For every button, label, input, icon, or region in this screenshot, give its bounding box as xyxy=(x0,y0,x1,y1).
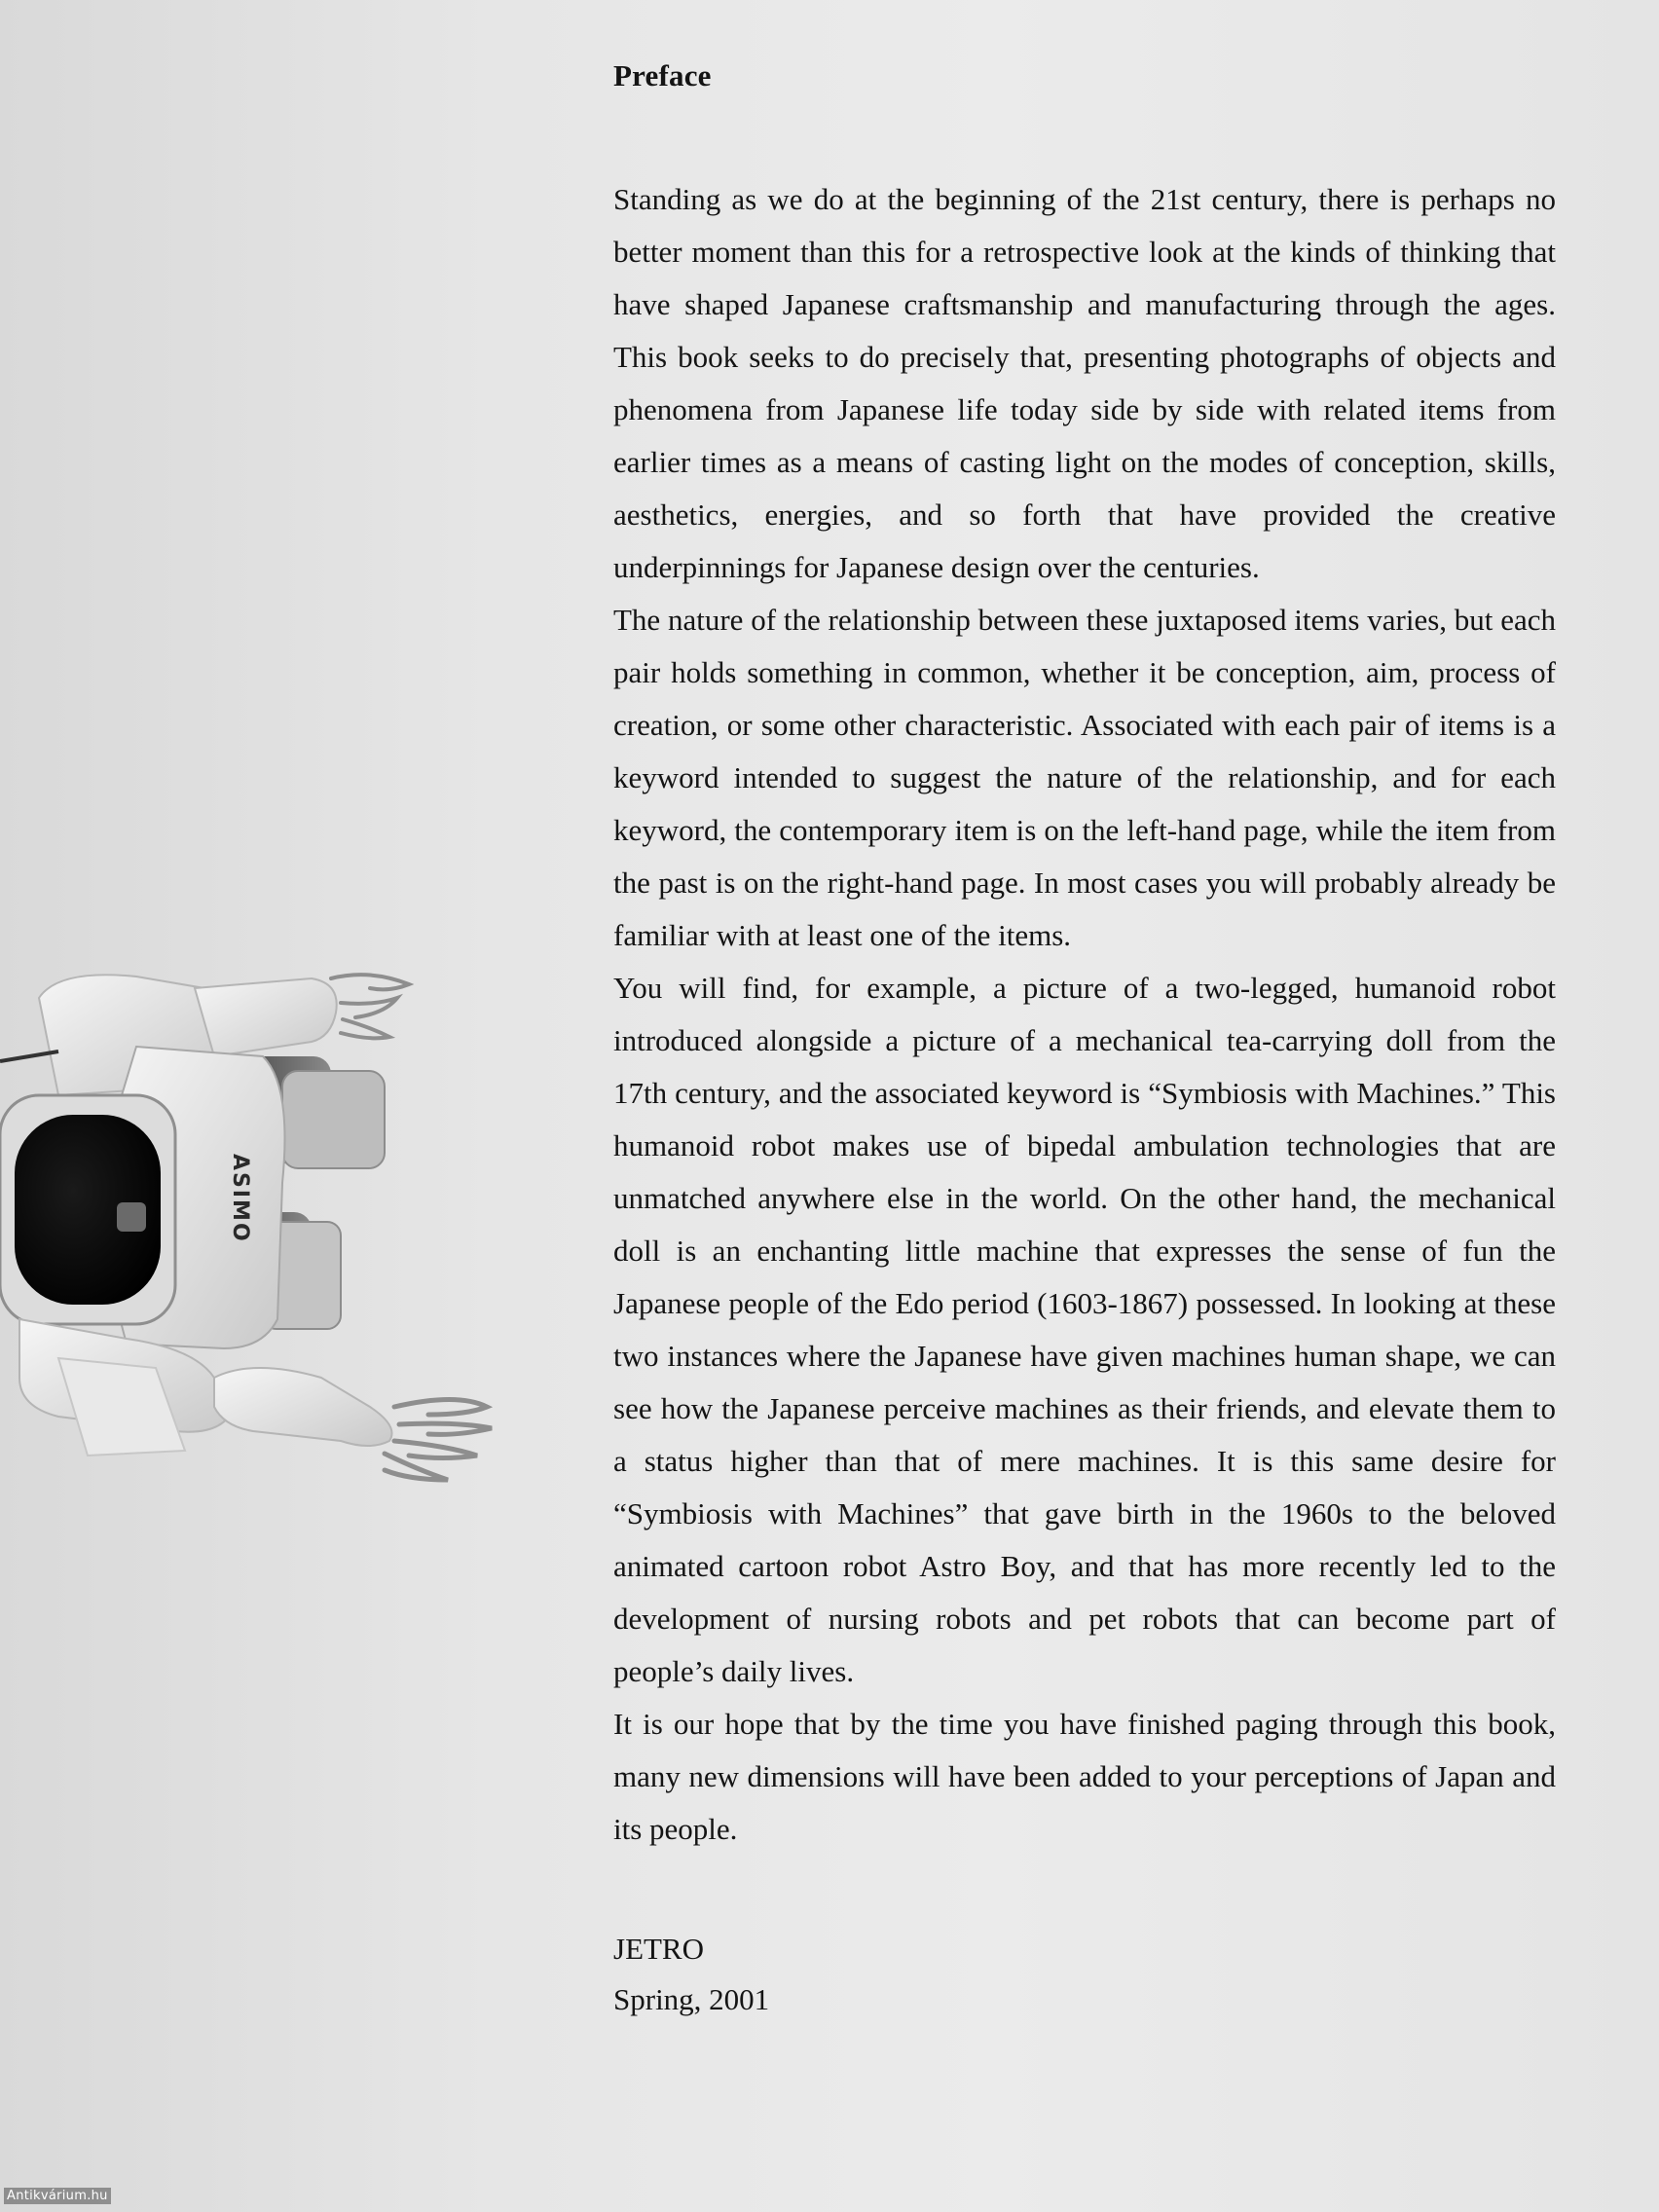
signature-date: Spring, 2001 xyxy=(613,1982,770,2016)
paragraph: The nature of the relationship between these juxtaposed items varies, but each pair holds something in common, whether it be conception, aim, process of creation, or some other characteristic. Associated with each pair of items is a keyword intended to suggest the nature of the relationship, and for each keyword, the contemporary item is on the left-hand page, while the item from the past is on the right-hand page. In most cases you will probably already be familiar with at least one of the items. xyxy=(613,603,1556,952)
robot-photo xyxy=(0,949,526,1514)
watermark: Antikvárium.hu xyxy=(4,2188,111,2204)
paragraph: It is our hope that by the time you have finished paging through this book, many new dimensions will have been added to your perceptions of Japan and its people. xyxy=(613,1707,1556,1846)
svg-text:ASIMO: ASIMO xyxy=(228,1154,252,1243)
signature-org: JETRO xyxy=(613,1932,704,1966)
paragraph: Standing as we do at the beginning of the 21st century, there is perhaps no better moment than this for a retrospective look at the kinds of thinking that have shaped Japanese craftsmanship and manufacturing through the ages. This book seeks to do precisely that, presenting photographs of objects and phenomena from Japanese life today side by side with related items from earlier times as a means of casting light on the modes of conception, skills, aesthetics, energies, and so forth that have provided the creative underpinnings for Japanese design over the centuries. xyxy=(613,182,1556,584)
preface-body xyxy=(613,173,1556,1856)
preface-column xyxy=(613,58,1556,2025)
signature-block xyxy=(613,1924,1556,2025)
page-title: Preface xyxy=(613,58,712,92)
paragraph: You will find, for example, a picture of a two-legged, humanoid robot introduced alongside a picture of a mechanical tea-carrying doll from the 17th century, and the associated keyword is “Symbiosis with Machines.” This humanoid robot makes use of bipedal ambulation technologies that are unmatched anywhere else in the world. On the other hand, the mechanical doll is an enchanting little machine that expresses the sense of fun the Japanese people of the Edo period (1603-1867) possessed. In looking at these two instances where the Japanese have given machines human shape, we can see how the Japanese perceive machines as their friends, and elevate them to a status higher than that of mere machines. It is this same desire for “Symbiosis with Machines” that gave birth in the 1960s to the beloved animated cartoon robot Astro Boy, and that has more recently led to the development of nursing robots and pet robots that can become part of people’s daily lives. xyxy=(613,971,1556,1688)
